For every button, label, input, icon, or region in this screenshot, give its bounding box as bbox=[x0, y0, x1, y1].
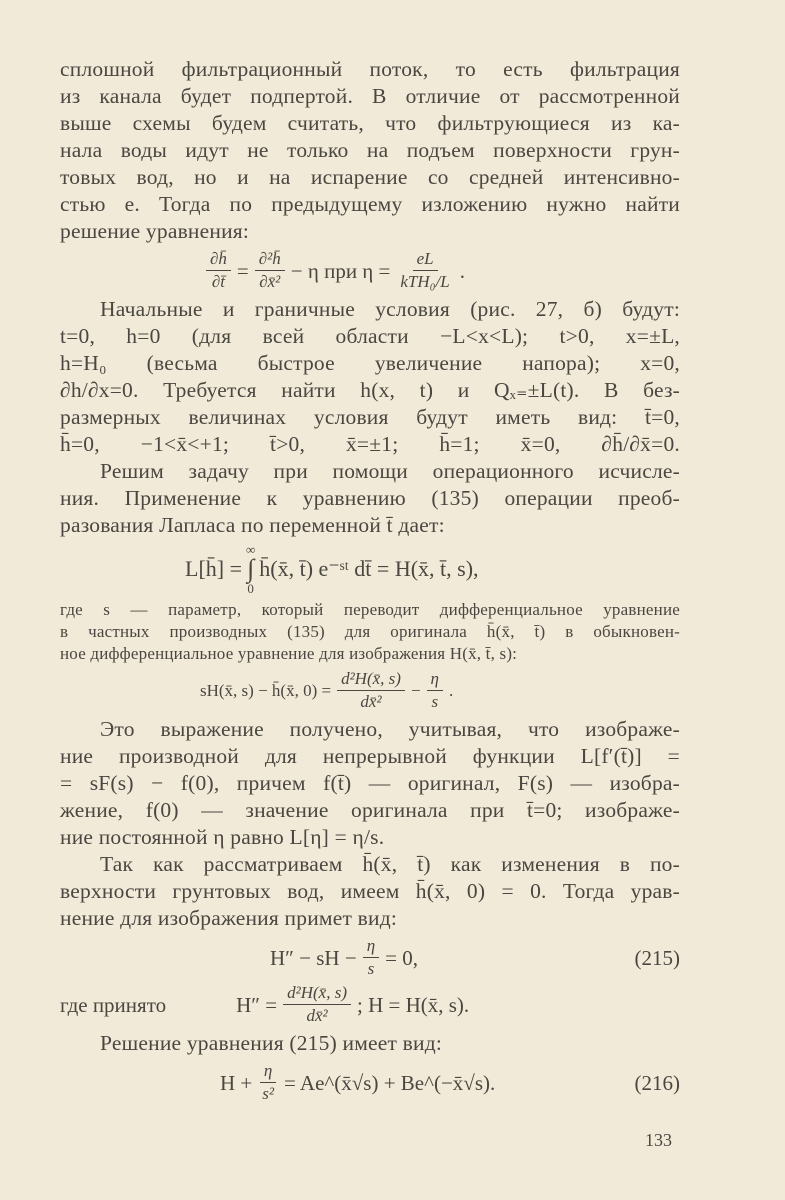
equation-text: L[h̄] = bbox=[185, 556, 242, 581]
paragraph-2 bbox=[60, 296, 680, 458]
page-body bbox=[60, 56, 680, 1108]
text-line: ния. Применение к уравнению (135) операции преоб- bbox=[60, 486, 680, 510]
denominator: ∂x̄² bbox=[259, 272, 281, 291]
denominator: ∂t̄ bbox=[211, 272, 226, 291]
text-line: размерных величинах условия будут иметь вид: t̄=0, bbox=[60, 405, 680, 429]
equation-text: sH(x̄, s) − h̄(x̄, 0) = bbox=[200, 680, 332, 700]
small-paragraph bbox=[60, 599, 680, 665]
text-line: верхности грунтовых вод, имеем h̄(x̄, 0) = 0. Тогда урав- bbox=[60, 879, 680, 903]
equation-where bbox=[60, 983, 680, 1026]
equation-text: − bbox=[410, 680, 421, 700]
numerator: ∂²h̄ bbox=[255, 249, 285, 271]
denominator: dx̄² bbox=[306, 1006, 328, 1025]
equation-text: ; H = H(x̄, s). bbox=[356, 992, 470, 1017]
numerator: η bbox=[260, 1061, 276, 1083]
text-line: Решение уравнения (215) имеет вид: bbox=[100, 1031, 443, 1055]
text-line: жение, f(0) — значение оригинала при t̄=0; изображе- bbox=[60, 798, 680, 822]
paragraph-1 bbox=[60, 56, 680, 245]
text-line: сплошной фильтрационный поток, то есть фильтрация bbox=[60, 57, 680, 81]
paragraph-4 bbox=[60, 716, 680, 851]
text-line: = sF(s) − f(0), причем f(t̄) — оригинал, F(s) — изобра- bbox=[60, 771, 680, 795]
text-line: разования Лапласа по переменной t̄ дает: bbox=[60, 513, 445, 537]
text-line: из канала будет подпертой. В отличие от рассмотренной bbox=[60, 84, 680, 108]
denominator: s² bbox=[262, 1084, 274, 1103]
equation-end: . bbox=[459, 258, 466, 283]
integral-lower-limit: 0 bbox=[247, 581, 254, 596]
equation-215 bbox=[60, 936, 680, 979]
numerator: eL bbox=[413, 249, 438, 271]
text-line: t=0, h=0 (для всей области −L<x<L); t>0, x=±L, bbox=[60, 324, 680, 348]
paragraph-5 bbox=[60, 851, 680, 932]
equation-text: = Ae^(x̄√s) + Be^(−x̄√s). bbox=[283, 1070, 496, 1095]
text-line: нала воды идут не только на подъем поверхности грун- bbox=[60, 138, 680, 162]
text-line: Решим задачу при помощи операционного исчисле- bbox=[100, 459, 680, 483]
numerator: d²H(x̄, s) bbox=[283, 983, 351, 1005]
equation-end: . bbox=[448, 680, 454, 700]
integral-upper-limit: ∞ bbox=[246, 542, 256, 557]
denominator: dx̄² bbox=[360, 692, 382, 711]
equation-text: H″ − sH − bbox=[270, 945, 357, 970]
text-line: ∂h/∂x=0. Требуется найти h(x, t) и Qₓ₌±L(t). В без- bbox=[60, 378, 680, 402]
where-label: где принято bbox=[60, 992, 167, 1017]
text-line: выше схемы будем считать, что фильтрующиеся из ка- bbox=[60, 111, 680, 135]
text-line: Так как рассматриваем h̄(x̄, t̄) как изменения в по- bbox=[100, 852, 680, 876]
equation-1 bbox=[60, 249, 680, 292]
text-line: ние производной для непрерывной функции L[f′(t̄)] = bbox=[60, 744, 680, 768]
text-line: h=H₀ (весьма быстрое увеличение напора); x=0, bbox=[60, 351, 680, 375]
text-line: стью e. Тогда по предыдущему изложению нужно найти bbox=[60, 192, 680, 216]
equation-text: = 0, bbox=[385, 945, 418, 970]
equation-laplace bbox=[60, 543, 680, 595]
numerator: ∂h̄ bbox=[206, 249, 231, 271]
denominator: kTH₀/L bbox=[400, 272, 450, 291]
denominator: s bbox=[431, 692, 439, 711]
numerator: η bbox=[363, 936, 379, 958]
equation-ode bbox=[60, 669, 680, 712]
equation-number: (216) bbox=[634, 1070, 680, 1095]
equation-text: H + bbox=[220, 1070, 253, 1095]
text-line: h̄=0, −1<x̄<+1; t̄>0, x̄=±1; h̄=1; x̄=0, ∂h̄/∂x̄=0. bbox=[60, 432, 680, 456]
equation-text: − η при η = bbox=[290, 258, 391, 283]
paragraph-3 bbox=[60, 458, 680, 539]
text-line: нение для изображения примет вид: bbox=[60, 906, 398, 930]
page-number: 133 bbox=[645, 1130, 672, 1150]
text-line: Начальные и граничные условия (рис. 27, б) будут: bbox=[100, 297, 680, 321]
text-line: решение уравнения: bbox=[60, 219, 250, 243]
equation-text: h̄(x̄, t̄) e⁻ˢᵗ dt̄ = H(x̄, t̄, s), bbox=[259, 556, 479, 581]
equation-216 bbox=[60, 1061, 680, 1104]
text-line: товых вод, но и на испарение со средней интенсивно- bbox=[60, 165, 680, 189]
equation-number: (215) bbox=[634, 945, 680, 970]
text-line: ние постоянной η равно L[η] = η/s. bbox=[60, 825, 385, 849]
text-line: ное дифференциальное уравнение для изображения H(x̄, t̄, s): bbox=[60, 644, 518, 663]
text-line: где s — параметр, который переводит дифференциальное уравнение bbox=[60, 600, 680, 619]
integral-sign: ∞ ∫ 0 bbox=[246, 542, 256, 596]
numerator: d²H(x̄, s) bbox=[337, 669, 405, 691]
text-line: Это выражение получено, учитывая, что изображе- bbox=[100, 717, 680, 741]
denominator: s bbox=[367, 959, 375, 978]
equation-text: H″ = bbox=[236, 992, 278, 1017]
equals: = bbox=[236, 258, 249, 283]
text-line: в частных производных (135) для оригинала h̄(x̄, t̄) в обыкновен- bbox=[60, 622, 680, 641]
numerator: η bbox=[427, 669, 443, 691]
